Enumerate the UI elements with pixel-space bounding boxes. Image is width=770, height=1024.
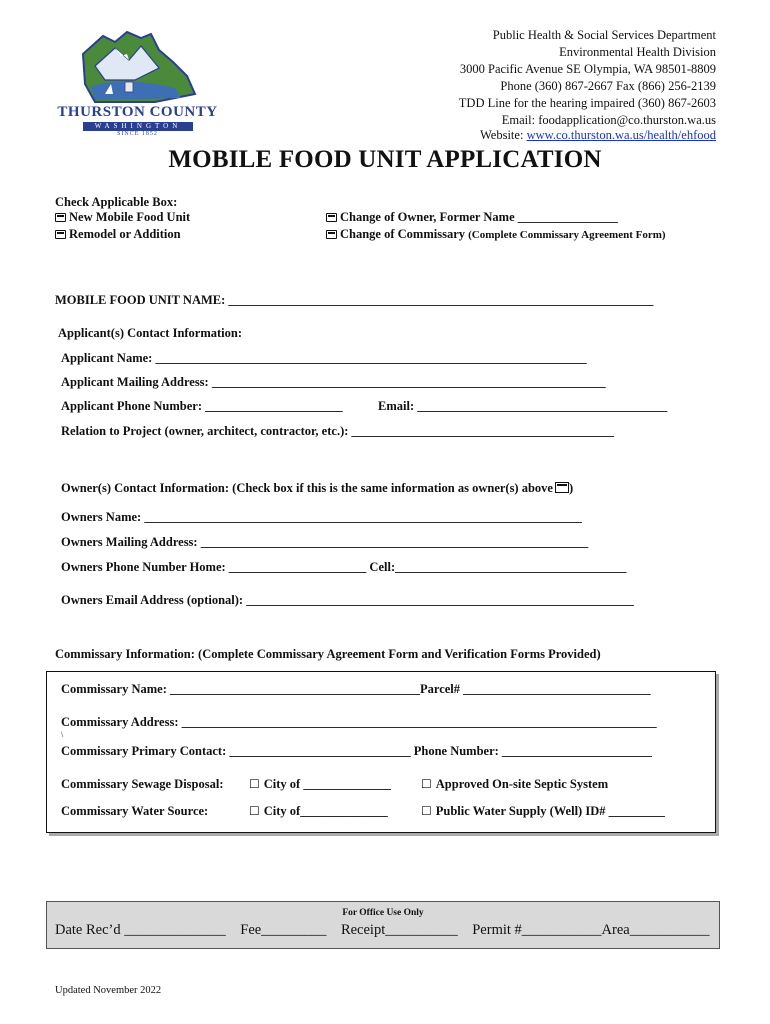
unit-name-field[interactable]: MOBILE FOOD UNIT NAME: ____________________________________________________________________ [55,293,654,307]
checkbox-remodel[interactable] [55,230,66,239]
option-new-unit-label: New Mobile Food Unit [69,210,191,224]
sewage-septic-label: Approved On-site Septic System [435,777,609,791]
sewage-city-label: City of ______________ [263,777,391,791]
website-label: Website: [480,128,527,142]
commissary-contact-field[interactable]: Commissary Primary Contact: _____________________________ Phone Number: ________________________ [61,744,652,758]
phone-line: Phone (360) 867-2667 Fax (866) 256-2139 [500,79,716,93]
checkbox-change-commissary[interactable] [326,230,337,239]
tdd-line: TDD Line for the hearing impaired (360) 867-2603 [458,96,716,110]
applicant-phone-field[interactable]: Applicant Phone Number: ______________________ [61,399,343,413]
logo-since: SINCE 1852 [117,131,158,137]
owner-heading-text: Owner(s) Contact Information: (Check box if this is the same information as owner(s) above [61,481,553,495]
office-fields [55,922,709,939]
option-change-commissary[interactable] [326,227,666,242]
dept-name: Public Health & Social Services Department [492,28,716,42]
owner-name-field[interactable]: Owners Name: ______________________________________________________________________ [61,510,582,524]
date-received-field[interactable]: Date Rec’d ______________ [55,922,226,938]
checkbox-change-owner[interactable] [326,213,337,222]
applicant-mailing-field[interactable]: Applicant Mailing Address: _______________________________________________________________ [61,375,606,389]
applicant-email-field[interactable]: Email: ________________________________________ [378,399,668,413]
commissary-address-field[interactable]: Commissary Address: ____________________________________________________________________________ [61,715,657,729]
sewage-septic-option[interactable] [421,777,608,792]
website-link[interactable]: www.co.thurston.wa.us/health/ehfood [526,128,716,142]
option-change-owner-label: Change of Owner, Former Name ________________ [340,210,618,224]
water-public-label: Public Water Supply (Well) ID# _________ [435,804,665,818]
same-as-applicant-checkbox[interactable] [555,482,569,493]
website-line [480,128,716,143]
option-change-commissary-label: Change of Commissary [340,227,465,241]
commissary-name-field[interactable]: Commissary Name: ________________________________________Parcel# ______________________________ [61,682,651,696]
water-public-option[interactable] [421,804,665,819]
water-label: Commissary Water Source: [61,804,209,818]
owner-heading-end: ) [568,481,574,495]
owner-heading [61,481,573,496]
address-line: 3000 Pacific Avenue SE Olympia, WA 98501-8809 [459,62,716,76]
sewage-city-option[interactable] [249,777,391,792]
office-use-box [46,901,720,949]
permit-area-field[interactable]: Permit #___________Area___________ [472,922,710,938]
checkbox-icon[interactable]: ☐ [421,777,432,791]
office-use-title: For Office Use Only [342,908,424,918]
checkbox-icon[interactable]: ☐ [249,777,260,791]
option-remodel[interactable] [55,227,181,242]
option-remodel-label: Remodel or Addition [69,227,181,241]
relation-field[interactable]: Relation to Project (owner, architect, contractor, etc.): __________________________________________ [61,424,615,438]
county-logo [55,24,220,139]
option-change-owner[interactable] [326,210,618,225]
owner-phone-field[interactable]: Owners Phone Number Home: ______________________ Cell:_____________________________________ [61,560,627,574]
applicant-name-field[interactable]: Applicant Name: _____________________________________________________________________ [61,351,587,365]
applicant-heading: Applicant(s) Contact Information: [58,326,243,340]
option-new-unit[interactable] [55,210,190,225]
commissary-form-note: (Complete Commissary Agreement Form) [468,229,666,241]
water-city-option[interactable] [249,804,388,819]
logo-subtitle: WASHINGTON [83,122,193,131]
page-title: MOBILE FOOD UNIT APPLICATION [168,146,602,173]
owner-email-field[interactable]: Owners Email Address (optional): ______________________________________________________________ [61,593,634,607]
division-name: Environmental Health Division [559,45,716,59]
receipt-field[interactable]: Receipt__________ [340,922,458,938]
stray-mark: \ [61,730,64,739]
email-line: Email: foodapplication@co.thurston.wa.us [501,113,716,127]
checkbox-new-unit[interactable] [55,213,66,222]
water-city-label: City of______________ [263,804,388,818]
sewage-label: Commissary Sewage Disposal: [61,777,224,791]
check-heading: Check Applicable Box: [55,195,178,209]
updated-note: Updated November 2022 [55,985,162,996]
commissary-heading: Commissary Information: (Complete Commissary Agreement Form and Verification Forms Provided) [55,647,601,661]
checkbox-icon[interactable]: ☐ [421,804,432,818]
logo-title: THURSTON COUNTY [57,104,218,120]
fee-field[interactable]: Fee_________ [240,922,327,938]
owner-mailing-field[interactable]: Owners Mailing Address: ______________________________________________________________ [61,535,589,549]
checkbox-icon[interactable]: ☐ [249,804,260,818]
